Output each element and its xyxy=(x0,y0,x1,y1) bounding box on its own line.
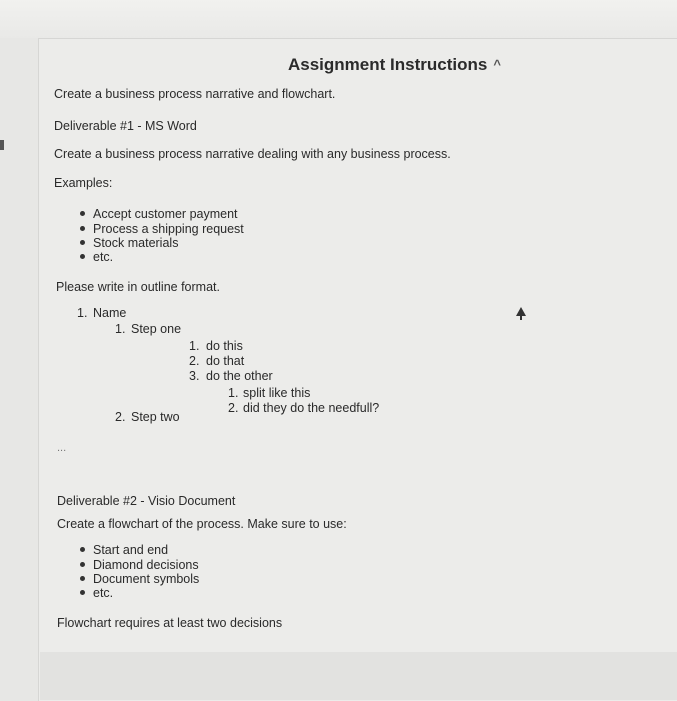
example-item: etc. xyxy=(93,250,114,264)
bullet-icon xyxy=(80,254,85,259)
left-edge-marker xyxy=(0,140,4,150)
deliverable1-description: Create a business process narrative dealing with any business process. xyxy=(54,147,451,161)
flowchart-item: Start and end xyxy=(93,543,169,557)
outline-number: 1. xyxy=(228,386,239,400)
bullet-icon xyxy=(80,240,85,245)
outline-step-one: Step one xyxy=(131,322,182,336)
bullet-icon xyxy=(80,576,85,581)
flowchart-item: Diamond decisions xyxy=(93,558,199,572)
outline-number: 2. xyxy=(228,401,239,415)
panel-footer xyxy=(40,652,677,700)
ellipsis-text: ... xyxy=(57,442,67,454)
bullet-icon xyxy=(80,562,85,567)
examples-label: Examples: xyxy=(54,176,113,190)
outline-sub-substep: split like this xyxy=(243,386,311,400)
chevron-up-icon[interactable]: ^ xyxy=(493,57,501,72)
outline-sub-substep: did they do the needfull? xyxy=(243,401,380,415)
bullet-icon xyxy=(80,590,85,595)
example-item: Stock materials xyxy=(93,236,179,250)
assignment-instructions-header[interactable] xyxy=(288,55,501,75)
outline-item-name: Name xyxy=(93,306,127,320)
outline-substep: do the other xyxy=(206,369,273,383)
assignment-panel xyxy=(38,38,677,701)
outline-number: 1. xyxy=(115,322,126,336)
bullet-icon xyxy=(80,547,85,552)
outline-instruction: Please write in outline format. xyxy=(56,280,220,294)
deliverable2-description: Create a flowchart of the process. Make sure to use: xyxy=(57,517,347,531)
bullet-icon xyxy=(80,211,85,216)
flowchart-item: Document symbols xyxy=(93,572,200,586)
mouse-cursor-icon xyxy=(516,307,526,316)
outline-number: 2. xyxy=(115,410,126,424)
flowchart-requirement: Flowchart requires at least two decisions xyxy=(57,616,283,630)
outline-substep: do that xyxy=(206,354,245,368)
deliverable1-title: Deliverable #1 - MS Word xyxy=(54,119,197,133)
intro-text: Create a business process narrative and flowchart. xyxy=(54,87,336,101)
bullet-icon xyxy=(80,226,85,231)
outline-step-two: Step two xyxy=(131,410,180,424)
flowchart-item: etc. xyxy=(93,586,114,600)
outline-substep: do this xyxy=(206,339,243,353)
header-title: Assignment Instructions xyxy=(288,55,488,74)
example-item: Process a shipping request xyxy=(93,222,244,236)
outline-number: 1. xyxy=(189,339,200,353)
outline-number: 2. xyxy=(189,354,200,368)
example-item: Accept customer payment xyxy=(93,207,238,221)
outline-number: 3. xyxy=(189,369,200,383)
outline-number: 1. xyxy=(77,306,88,320)
deliverable2-title: Deliverable #2 - Visio Document xyxy=(57,494,236,508)
top-background xyxy=(0,0,677,38)
